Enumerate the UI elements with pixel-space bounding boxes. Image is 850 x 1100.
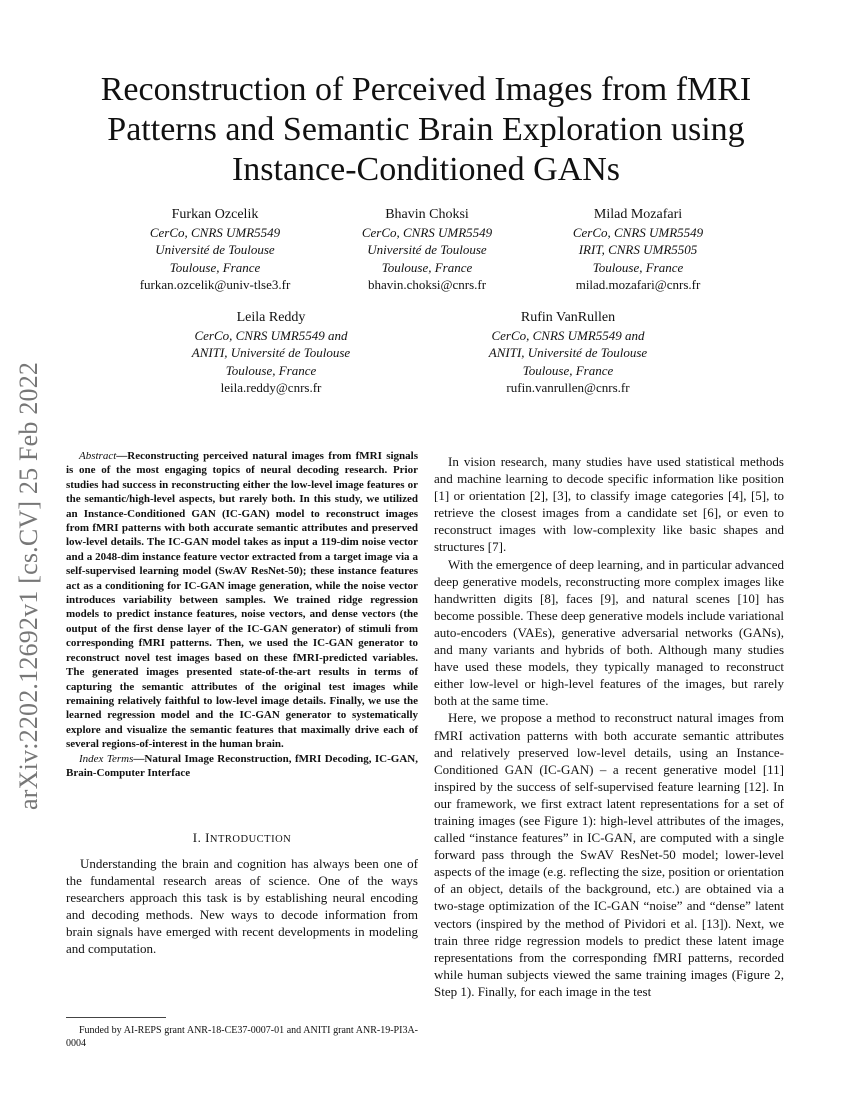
author-block	[110, 206, 320, 294]
body-paragraph: In vision research, many studies have used statistical methods and machine learning to decode specific information like position [1] or orientation [2], [3], to classify image categories [4], [5], to retrieve the closest images from a candidate set [6], or even to reconstruct images with low-complexity like basic shapes and structures [7].	[434, 454, 784, 555]
author-affiliation: IRIT, CNRS UMR5505	[578, 242, 698, 257]
author-affiliation: CerCo, CNRS UMR5549	[572, 224, 704, 240]
author-name: Rufin VanRullen	[520, 310, 616, 325]
arxiv-identifier-sidebar: arXiv:2202.12692v1 [cs.CV] 25 Feb 2022	[14, 361, 43, 810]
author-affiliation: CerCo, CNRS UMR5549	[361, 224, 493, 240]
author-affiliation: Toulouse, France	[592, 259, 684, 275]
author-affiliation: Toulouse, France	[225, 362, 317, 378]
author-affiliation: Toulouse, France	[522, 362, 614, 378]
author-affiliation: ANITI, Université de Toulouse	[488, 345, 648, 360]
body-paragraph: With the emergence of deep learning, and in particular advanced deep generative models, reconstructing more complex images like handwritten digits [8], faces [9], and natural scenes [10] has become possible. These deep generative models include variational auto-encoders (VAEs), generative adversarial networks (GANs), and many variants and hybrids of both. Although many studies have used these models, they typically managed to reconstruct either low-level or high-level features of the images, but rarely both at the same time.	[434, 556, 784, 709]
author-affiliation: Université de Toulouse	[367, 242, 487, 257]
author-name: Leila Reddy	[236, 310, 306, 325]
introduction-text	[66, 855, 418, 958]
author-affiliation: Université de Toulouse	[155, 242, 275, 257]
author-affiliation: CerCo, CNRS UMR5549 and	[194, 327, 348, 343]
author-affiliation: Toulouse, France	[381, 259, 473, 275]
author-email: leila.reddy@cnrs.fr	[220, 380, 322, 395]
author-name: Milad Mozafari	[593, 207, 683, 222]
body-paragraph: Understanding the brain and cognition has always been one of the fundamental research areas of science. One of the ways researchers approach this task is by establishing neural encoding and decoding methods. New ways to decode information from brain signals have emerged with recent developments in modeling and computation.	[66, 856, 418, 957]
index-terms-text: —Natural Image Reconstruction, fMRI Decoding, IC-GAN, Brain-Computer Interface	[66, 752, 418, 779]
index-terms-paragraph	[66, 752, 418, 781]
author-block	[463, 309, 673, 397]
author-affiliation: CerCo, CNRS UMR5549 and	[491, 327, 645, 343]
footnote-divider	[66, 1017, 166, 1018]
author-affiliation: CerCo, CNRS UMR5549	[149, 224, 281, 240]
abstract-text: —Reconstructing perceived natural images from fMRI signals is one of the most engaging topics of neural decoding research. Prior studies had success in reconstructing either the low-level image features or the semantic/high-level aspects, but rarely both. In this study, we utilized an Instance-Conditioned GAN (IC-GAN) model to reconstruct images from fMRI patterns with both accurate semantic attributes and preserved low-level details. The IC-GAN model takes as input a 119-dim noise vector and a 2048-dim instance feature vector extracted from a target image via a self-supervised learning model (SwAV ResNet-50); these instance features act as a conditioning for IC-GAN image generation, while the noise vector introduces variability between samples. We trained ridge regression models to predict instance features, noise vectors, and dense vectors (the output of the first dense layer of the IC-GAN generator) of stimuli from corresponding fMRI patterns. Then, we used the IC-GAN generator to reconstruct novel test images based on these fMRI-predicted variables. The generated images presented state-of-the-art results in terms of capturing the semantic attributes of the original test images while remaining relatively faithful to low-level image details. Finally, we use the learned regression model and the IC-GAN generator to systematically explore and visualize the semantic features that maximally drive each of several regions-of-interest in the human brain.	[66, 450, 418, 751]
abstract-label: Abstract	[79, 450, 117, 462]
author-name: Furkan Ozcelik	[171, 207, 259, 222]
section-title-rest: NTRODUCTION	[209, 834, 292, 845]
section-number: I.	[192, 830, 202, 845]
author-block	[166, 309, 376, 397]
section-title-initial: I	[205, 830, 210, 845]
index-terms-label: Index Terms	[79, 752, 134, 765]
right-column-text	[434, 453, 784, 1000]
author-email: furkan.ozcelik@univ-tlse3.fr	[139, 277, 291, 292]
abstract-paragraph	[66, 449, 418, 752]
body-paragraph: Here, we propose a method to reconstruct natural images from fMRI activation patterns with both accurate semantic attributes and relatively preserved low-level details, using an Instance-Conditioned GAN (IC-GAN) – a recent generative model [11] inspired by the success of self-supervised feature learning [12]. In our framework, we first extract latent representations for a set of training images (see Figure 1): high-level attributes of the images, called “instance features” in IC-GAN, are computed with a single forward pass through the SwAV ResNet-50 model; lower-level aspects of the image (e.g. reflecting the size, position or orientation of an object, details of the background, etc.) are obtained via a two-stage optimization of the IC-GAN “noise” and “dense” latent vectors (inspired by the method of Pividori et al. [13]). Next, we train three ridge regression models to predict these latent image representations from the corresponding fMRI patterns, recorded while human subjects viewed the same training images (Figure 2, Step 1). Finally, for each image in the test	[434, 710, 784, 999]
abstract-section	[66, 449, 418, 780]
paper-title: Reconstruction of Perceived Images from fMRI Patterns and Semantic Brain Exploration using Instance-Conditioned GANs	[100, 71, 752, 188]
section-heading	[66, 830, 418, 846]
footnote: Funded by AI-REPS grant ANR-18-CE37-0007-01 and ANITI grant ANR-19-PI3A-0004	[66, 1025, 418, 1049]
author-email: bhavin.choksi@cnrs.fr	[367, 277, 487, 292]
author-email: milad.mozafari@cnrs.fr	[575, 277, 701, 292]
author-block	[322, 206, 532, 294]
author-name: Bhavin Choksi	[385, 207, 469, 222]
author-email: rufin.vanrullen@cnrs.fr	[506, 380, 630, 395]
author-affiliation: ANITI, Université de Toulouse	[191, 345, 351, 360]
author-block	[533, 206, 743, 294]
author-affiliation: Toulouse, France	[169, 259, 261, 275]
